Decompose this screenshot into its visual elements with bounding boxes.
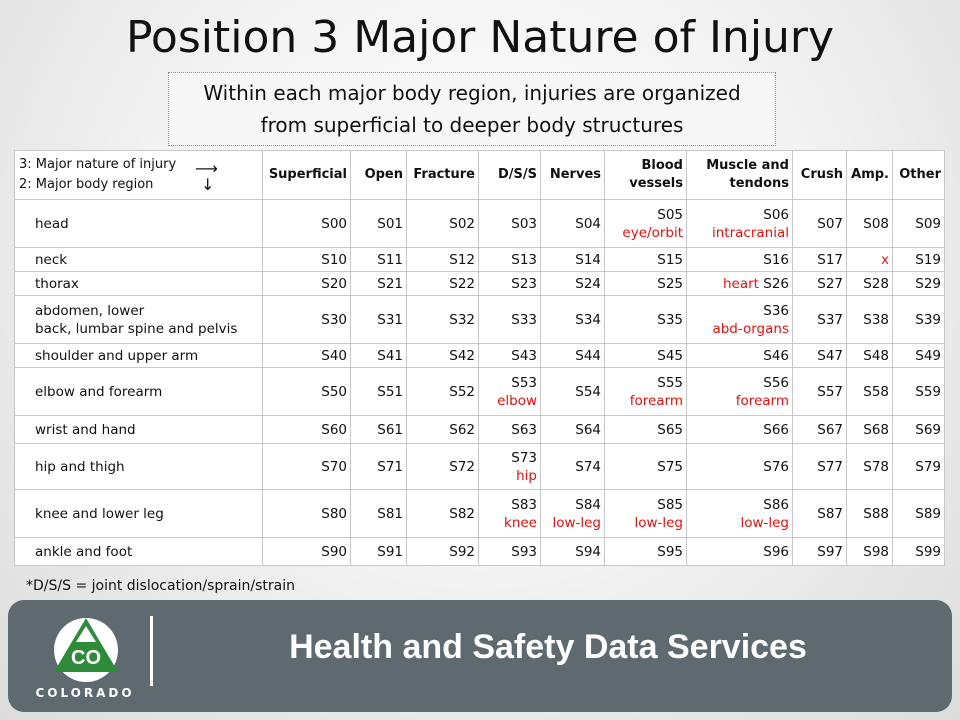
logo-letters: CO	[71, 647, 101, 669]
code-cell	[263, 200, 351, 248]
code-value: S29	[915, 275, 941, 292]
code-cell	[605, 490, 687, 538]
table-row	[15, 490, 945, 538]
code-cell	[605, 444, 687, 490]
code-value: S71	[377, 458, 403, 475]
code-cell	[407, 296, 479, 344]
code-value: S91	[377, 543, 403, 560]
code-value: S61	[377, 421, 403, 438]
code-note: hip	[516, 467, 537, 484]
code-value: S19	[915, 251, 941, 268]
code-value: S10	[321, 251, 347, 268]
code-value: S16	[763, 251, 789, 268]
code-cell	[687, 490, 793, 538]
column-header: Crush	[793, 151, 847, 200]
code-cell	[479, 200, 541, 248]
code-value: S27	[817, 275, 843, 292]
code-cell	[847, 538, 893, 566]
column-header: Muscle and tendons	[687, 151, 793, 200]
code-cell	[479, 368, 541, 416]
code-cell	[479, 248, 541, 272]
code-cell	[351, 248, 407, 272]
code-value: S42	[449, 347, 475, 364]
column-header: Amp.	[847, 151, 893, 200]
code-value: S20	[321, 275, 347, 292]
code-cell	[605, 368, 687, 416]
code-cell	[893, 444, 945, 490]
injury-code-table	[14, 150, 945, 566]
code-cell	[687, 368, 793, 416]
code-cell	[541, 272, 605, 296]
code-inline-mark: x	[881, 251, 889, 268]
code-cell	[687, 200, 793, 248]
code-cell	[479, 296, 541, 344]
code-value: S59	[915, 383, 941, 400]
code-cell	[605, 200, 687, 248]
code-value: S44	[575, 347, 601, 364]
region-label: thorax	[35, 275, 79, 292]
code-value: S36	[763, 302, 789, 319]
code-value: S58	[863, 383, 889, 400]
code-value: S34	[575, 311, 601, 328]
code-cell	[263, 272, 351, 296]
code-cell	[847, 416, 893, 444]
code-cell	[893, 490, 945, 538]
code-value: S78	[863, 458, 889, 475]
code-cell	[407, 344, 479, 368]
code-value: S17	[817, 251, 843, 268]
code-cell	[687, 538, 793, 566]
code-value: S30	[321, 311, 347, 328]
code-cell	[793, 272, 847, 296]
code-cell	[793, 490, 847, 538]
code-value: S35	[657, 311, 683, 328]
region-label: hip and thigh	[35, 458, 125, 475]
code-value: S82	[449, 505, 475, 522]
code-cell	[847, 444, 893, 490]
code-cell	[687, 344, 793, 368]
code-cell	[351, 368, 407, 416]
code-value: S75	[657, 458, 683, 475]
code-value: S95	[657, 543, 683, 560]
code-value: S52	[449, 383, 475, 400]
region-label: elbow and forearm	[35, 383, 163, 400]
code-value: S09	[915, 215, 941, 232]
code-note: abd-organs	[712, 320, 789, 337]
code-value: S69	[915, 421, 941, 438]
code-cell	[893, 296, 945, 344]
code-value: S02	[449, 215, 475, 232]
code-value: S96	[763, 543, 789, 560]
code-cell	[351, 490, 407, 538]
code-cell	[687, 248, 793, 272]
region-cell	[15, 344, 263, 368]
code-cell	[893, 368, 945, 416]
code-cell	[847, 200, 893, 248]
code-cell	[793, 368, 847, 416]
table-corner-cell	[15, 151, 263, 200]
code-value: S01	[377, 215, 403, 232]
code-cell	[687, 416, 793, 444]
code-note: knee	[504, 514, 537, 531]
code-value: S88	[863, 505, 889, 522]
code-cell	[407, 368, 479, 416]
code-cell	[263, 416, 351, 444]
code-value: S73	[511, 449, 537, 466]
code-cell	[541, 200, 605, 248]
region-label: wrist and hand	[35, 421, 136, 438]
code-cell	[541, 344, 605, 368]
code-cell	[893, 538, 945, 566]
code-value: S41	[377, 347, 403, 364]
table-row	[15, 368, 945, 416]
code-value: S48	[863, 347, 889, 364]
code-value: S70	[321, 458, 347, 475]
code-cell	[541, 538, 605, 566]
code-value: S06	[763, 206, 789, 223]
region-cell	[15, 444, 263, 490]
banner-title: Health and Safety Data Services	[289, 628, 807, 666]
region-cell	[15, 416, 263, 444]
code-value: S87	[817, 505, 843, 522]
code-value: S12	[449, 251, 475, 268]
code-cell	[351, 538, 407, 566]
region-label: knee and lower leg	[35, 505, 164, 522]
code-cell	[263, 368, 351, 416]
table-row	[15, 416, 945, 444]
code-value: S23	[511, 275, 537, 292]
code-note: forearm	[735, 392, 789, 409]
code-cell	[351, 444, 407, 490]
code-cell	[479, 490, 541, 538]
code-cell	[847, 368, 893, 416]
column-header: Nerves	[541, 151, 605, 200]
code-cell	[541, 296, 605, 344]
table-row	[15, 272, 945, 296]
arrow-right-icon: ⟶	[195, 159, 218, 178]
code-value: S63	[511, 421, 537, 438]
code-cell	[351, 416, 407, 444]
code-value: S13	[511, 251, 537, 268]
code-cell	[793, 248, 847, 272]
code-cell	[263, 248, 351, 272]
code-cell	[605, 248, 687, 272]
arrow-down-icon: ↓	[201, 175, 215, 194]
callout-line-2: from superficial to deeper body structures	[260, 113, 684, 137]
region-cell	[15, 248, 263, 272]
column-header: Fracture	[407, 151, 479, 200]
code-value: S49	[915, 347, 941, 364]
code-cell	[407, 444, 479, 490]
code-value: S54	[575, 383, 601, 400]
header-row	[15, 151, 945, 200]
code-cell	[793, 416, 847, 444]
code-cell	[847, 490, 893, 538]
colorado-logo-icon	[38, 612, 134, 682]
code-cell	[263, 538, 351, 566]
code-note: forearm	[629, 392, 683, 409]
code-value: S26	[763, 275, 789, 292]
code-cell	[263, 296, 351, 344]
code-value: S85	[657, 496, 683, 513]
code-value: S04	[575, 215, 601, 232]
code-cell	[605, 344, 687, 368]
region-label: neck	[35, 251, 68, 268]
code-value: S86	[763, 496, 789, 513]
code-cell	[847, 272, 893, 296]
code-cell	[351, 272, 407, 296]
corner-line-1: 3: Major nature of injury	[19, 157, 177, 172]
code-cell	[793, 538, 847, 566]
code-value: S21	[377, 275, 403, 292]
code-cell	[605, 272, 687, 296]
code-cell	[479, 272, 541, 296]
column-header: Other	[893, 151, 945, 200]
code-cell	[793, 444, 847, 490]
code-value: S46	[763, 347, 789, 364]
footnote: *D/S/S = joint dislocation/sprain/strain	[26, 578, 295, 594]
code-value: S93	[511, 543, 537, 560]
code-note: low-leg	[740, 514, 789, 531]
code-value: S94	[575, 543, 601, 560]
code-cell	[479, 416, 541, 444]
code-value: S31	[377, 311, 403, 328]
code-cell	[605, 296, 687, 344]
code-cell	[687, 272, 793, 296]
code-cell	[541, 416, 605, 444]
code-note: low-leg	[552, 514, 601, 531]
code-cell	[893, 344, 945, 368]
corner-line-2: 2: Major body region	[19, 177, 154, 192]
region-label: ankle and foot	[35, 543, 133, 560]
table-body	[15, 200, 945, 566]
code-cell	[847, 296, 893, 344]
code-cell	[263, 444, 351, 490]
code-value: S07	[817, 215, 843, 232]
code-value: S15	[657, 251, 683, 268]
code-value: S25	[657, 275, 683, 292]
code-value: S79	[915, 458, 941, 475]
code-value: S97	[817, 543, 843, 560]
code-value: S37	[817, 311, 843, 328]
code-note: low-leg	[634, 514, 683, 531]
table-row	[15, 538, 945, 566]
code-value: S47	[817, 347, 843, 364]
code-cell	[793, 296, 847, 344]
region-cell	[15, 368, 263, 416]
code-cell	[479, 538, 541, 566]
code-value: S76	[763, 458, 789, 475]
callout-box	[168, 72, 776, 146]
code-cell	[407, 416, 479, 444]
code-cell	[541, 248, 605, 272]
table-row	[15, 344, 945, 368]
code-note: intracranial	[712, 224, 789, 241]
region-cell	[15, 490, 263, 538]
code-cell	[407, 200, 479, 248]
logo-text: COLORADO	[35, 686, 135, 700]
code-value: S28	[863, 275, 889, 292]
region-cell	[15, 296, 263, 344]
code-note: eye/orbit	[622, 224, 683, 241]
code-cell	[351, 296, 407, 344]
code-value: S77	[817, 458, 843, 475]
code-cell	[893, 248, 945, 272]
code-cell	[407, 490, 479, 538]
region-label: abdomen, lower	[35, 302, 145, 319]
code-value: S38	[863, 311, 889, 328]
code-cell	[605, 538, 687, 566]
footer-banner	[8, 600, 952, 712]
code-cell	[541, 444, 605, 490]
column-header: Blood vessels	[605, 151, 687, 200]
code-value: S14	[575, 251, 601, 268]
code-value: S68	[863, 421, 889, 438]
code-prefix-note: heart	[722, 275, 764, 292]
code-value: S74	[575, 458, 601, 475]
code-cell	[893, 272, 945, 296]
code-value: S08	[863, 215, 889, 232]
region-label-line2: back, lumbar spine and pelvis	[35, 320, 238, 337]
code-value: S67	[817, 421, 843, 438]
column-header: D/S/S	[479, 151, 541, 200]
code-cell	[793, 200, 847, 248]
code-value: S64	[575, 421, 601, 438]
code-value: S84	[575, 496, 601, 513]
code-value: S92	[449, 543, 475, 560]
region-cell	[15, 200, 263, 248]
code-value: S22	[449, 275, 475, 292]
table-row	[15, 444, 945, 490]
code-value: S51	[377, 383, 403, 400]
code-value: S00	[321, 215, 347, 232]
code-cell	[793, 344, 847, 368]
code-cell	[351, 200, 407, 248]
code-value: S89	[915, 505, 941, 522]
code-value: S81	[377, 505, 403, 522]
code-value: S65	[657, 421, 683, 438]
code-cell	[479, 344, 541, 368]
code-cell	[407, 272, 479, 296]
code-value: S62	[449, 421, 475, 438]
page-title: Position 3 Major Nature of Injury	[125, 12, 835, 63]
column-header: Open	[351, 151, 407, 200]
code-value: S66	[763, 421, 789, 438]
code-value: S72	[449, 458, 475, 475]
code-cell	[893, 200, 945, 248]
code-value: S03	[511, 215, 537, 232]
code-cell	[847, 344, 893, 368]
code-cell	[541, 368, 605, 416]
code-value: S90	[321, 543, 347, 560]
code-value: S05	[657, 206, 683, 223]
code-value: S24	[575, 275, 601, 292]
code-cell	[351, 344, 407, 368]
code-value: S11	[377, 251, 403, 268]
code-value: S45	[657, 347, 683, 364]
code-cell	[407, 538, 479, 566]
code-value: S50	[321, 383, 347, 400]
callout-line-1: Within each major body region, injuries are organized	[203, 81, 741, 105]
code-value: S43	[511, 347, 537, 364]
code-value: S57	[817, 383, 843, 400]
region-cell	[15, 272, 263, 296]
code-value: S33	[511, 311, 537, 328]
code-value: S53	[511, 374, 537, 391]
region-cell	[15, 538, 263, 566]
region-label: shoulder and upper arm	[35, 347, 199, 364]
code-cell	[687, 296, 793, 344]
code-value: S99	[915, 543, 941, 560]
code-value: S83	[511, 496, 537, 513]
code-note: elbow	[497, 392, 537, 409]
code-value: S60	[321, 421, 347, 438]
table-row	[15, 200, 945, 248]
region-label: head	[35, 215, 69, 232]
code-cell	[263, 490, 351, 538]
code-cell	[687, 444, 793, 490]
code-cell	[605, 416, 687, 444]
code-cell	[541, 490, 605, 538]
code-value: S98	[863, 543, 889, 560]
table-row	[15, 296, 945, 344]
code-value: S56	[763, 374, 789, 391]
code-value: S40	[321, 347, 347, 364]
code-cell	[479, 444, 541, 490]
code-value: S80	[321, 505, 347, 522]
column-header: Superficial	[263, 151, 351, 200]
code-cell	[407, 248, 479, 272]
code-value: S39	[915, 311, 941, 328]
code-cell	[893, 416, 945, 444]
code-cell	[263, 344, 351, 368]
code-cell	[847, 248, 893, 272]
table-row	[15, 248, 945, 272]
banner-divider	[150, 616, 153, 686]
code-value: S55	[657, 374, 683, 391]
code-value: S32	[449, 311, 475, 328]
